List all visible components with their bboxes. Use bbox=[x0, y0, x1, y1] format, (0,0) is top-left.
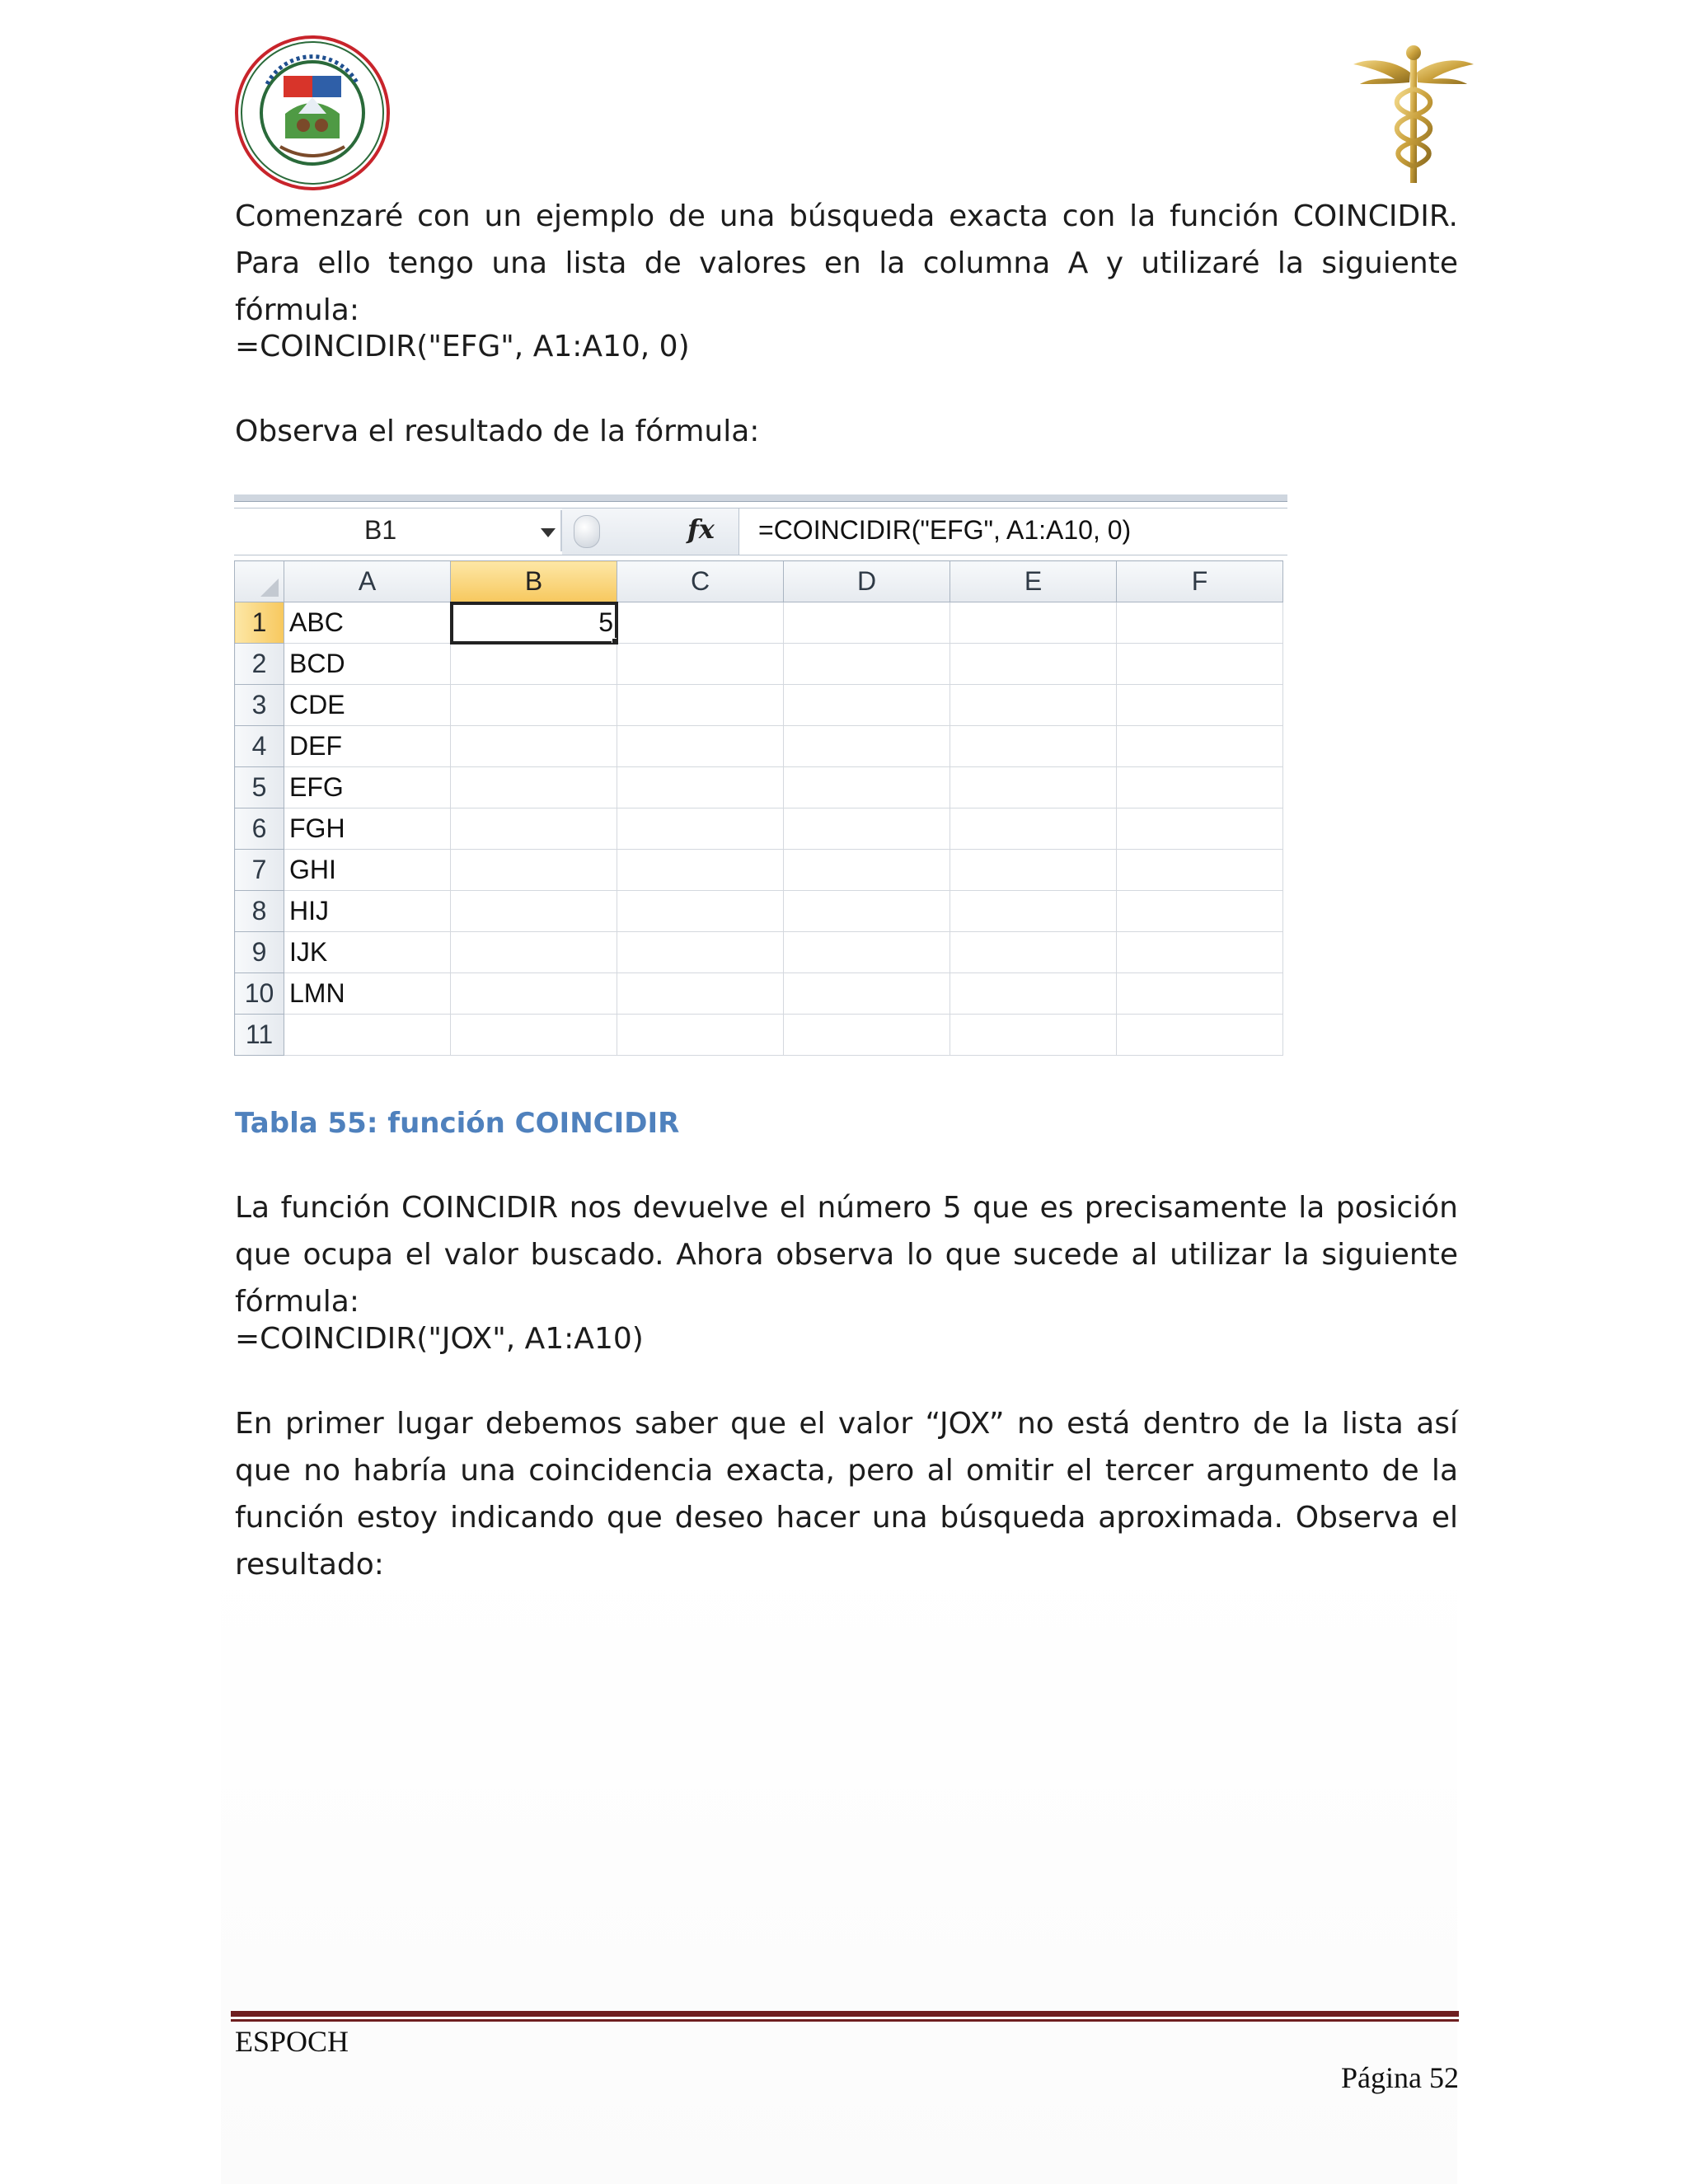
cell[interactable] bbox=[617, 685, 784, 726]
cell[interactable] bbox=[784, 685, 950, 726]
cell[interactable] bbox=[451, 726, 617, 767]
cell-a3[interactable]: CDE bbox=[284, 685, 451, 726]
cell[interactable] bbox=[617, 1015, 784, 1056]
cell-b1[interactable] bbox=[451, 602, 617, 644]
table-row bbox=[235, 685, 1283, 726]
formula-example-1: =COINCIDIR("EFG", A1:A10, 0) bbox=[235, 330, 690, 363]
footer-divider-thin bbox=[231, 2019, 1459, 2022]
cell[interactable] bbox=[451, 767, 617, 808]
cell[interactable] bbox=[451, 891, 617, 932]
select-all-corner[interactable] bbox=[235, 561, 284, 602]
row-header[interactable]: 11 bbox=[235, 1015, 284, 1056]
cell-b1-value: 5 bbox=[598, 607, 613, 637]
cell[interactable] bbox=[617, 602, 784, 644]
fill-handle[interactable] bbox=[612, 638, 617, 644]
cell-a5[interactable]: EFG bbox=[284, 767, 451, 808]
formula-bar bbox=[234, 508, 1287, 555]
cell[interactable] bbox=[950, 850, 1117, 891]
row-header[interactable]: 2 bbox=[235, 644, 284, 685]
page-number: Página 52 bbox=[1341, 2061, 1459, 2094]
cell[interactable] bbox=[617, 850, 784, 891]
row-header[interactable]: 8 bbox=[235, 891, 284, 932]
cell[interactable] bbox=[617, 891, 784, 932]
table-row bbox=[235, 644, 1283, 685]
table-row bbox=[235, 932, 1283, 973]
table-row bbox=[235, 602, 1283, 644]
cell[interactable] bbox=[451, 932, 617, 973]
row-header[interactable]: 9 bbox=[235, 932, 284, 973]
cell[interactable] bbox=[1117, 1015, 1283, 1056]
cell[interactable] bbox=[784, 726, 950, 767]
formula-example-2: =COINCIDIR("JOX", A1:A10) bbox=[235, 1322, 644, 1356]
cell[interactable] bbox=[784, 850, 950, 891]
column-header-f[interactable]: F bbox=[1117, 561, 1283, 602]
cell[interactable] bbox=[451, 973, 617, 1015]
cell[interactable] bbox=[451, 808, 617, 850]
cell[interactable] bbox=[950, 726, 1117, 767]
cell[interactable] bbox=[950, 808, 1117, 850]
row-header[interactable]: 4 bbox=[235, 726, 284, 767]
cell[interactable] bbox=[784, 602, 950, 644]
cell[interactable] bbox=[451, 850, 617, 891]
cell[interactable] bbox=[1117, 602, 1283, 644]
cell-a2[interactable]: BCD bbox=[284, 644, 451, 685]
result-paragraph: La función COINCIDIR nos devuelve el número 5 que es precisamente la posición que ocupa el valor buscado. Ahora observa lo que sucede al utilizar la siguiente fórmula: bbox=[235, 1191, 1458, 1319]
table-row bbox=[235, 726, 1283, 767]
chevron-down-icon[interactable] bbox=[541, 528, 556, 537]
cell[interactable] bbox=[784, 1015, 950, 1056]
column-header-row bbox=[235, 561, 1283, 602]
cell-a1[interactable]: ABC bbox=[284, 602, 451, 644]
select-all-icon bbox=[260, 579, 279, 597]
table-row bbox=[235, 808, 1283, 850]
column-header-b[interactable]: B bbox=[451, 561, 617, 602]
cell[interactable] bbox=[617, 973, 784, 1015]
cell-a6[interactable]: FGH bbox=[284, 808, 451, 850]
explanation-paragraph: En primer lugar debemos saber que el valor “JOX” no está dentro de la lista así que no habría una coincidencia exacta, pero al omitir el tercer argumento de la función estoy indicando que deseo hacer una búsqueda aproximada. Observa el resultado: bbox=[235, 1407, 1458, 1582]
caduceus-icon bbox=[1352, 43, 1475, 185]
cell[interactable] bbox=[617, 767, 784, 808]
spreadsheet-screenshot bbox=[234, 494, 1287, 1063]
cell-a10[interactable]: LMN bbox=[284, 973, 451, 1015]
column-header-a[interactable]: A bbox=[284, 561, 451, 602]
cell-a8[interactable]: HIJ bbox=[284, 891, 451, 932]
cell[interactable] bbox=[784, 932, 950, 973]
cell[interactable] bbox=[950, 602, 1117, 644]
grip-handle-icon[interactable] bbox=[574, 515, 600, 548]
cell[interactable] bbox=[950, 767, 1117, 808]
row-header[interactable]: 7 bbox=[235, 850, 284, 891]
cell[interactable] bbox=[950, 685, 1117, 726]
cell[interactable] bbox=[784, 891, 950, 932]
name-box-value: B1 bbox=[364, 515, 397, 545]
column-header-d[interactable]: D bbox=[784, 561, 950, 602]
table-row bbox=[235, 891, 1283, 932]
cell[interactable] bbox=[1117, 685, 1283, 726]
cell[interactable] bbox=[784, 973, 950, 1015]
cell[interactable] bbox=[784, 767, 950, 808]
cell[interactable] bbox=[950, 932, 1117, 973]
cell[interactable] bbox=[1117, 932, 1283, 973]
cell-a7[interactable]: GHI bbox=[284, 850, 451, 891]
row-header[interactable]: 3 bbox=[235, 685, 284, 726]
cell-grid bbox=[234, 560, 1283, 1056]
cell[interactable] bbox=[1117, 891, 1283, 932]
cell[interactable] bbox=[451, 685, 617, 726]
cell[interactable] bbox=[950, 973, 1117, 1015]
cell[interactable] bbox=[950, 1015, 1117, 1056]
page-background bbox=[221, 1549, 1457, 2184]
table-caption: Tabla 55: función COINCIDIR bbox=[235, 1107, 680, 1140]
column-header-e[interactable]: E bbox=[950, 561, 1117, 602]
table-row bbox=[235, 850, 1283, 891]
formula-input[interactable]: =COINCIDIR("EFG", A1:A10, 0) bbox=[758, 515, 1132, 545]
row-header[interactable]: 6 bbox=[235, 808, 284, 850]
row-header[interactable]: 1 bbox=[235, 602, 284, 644]
function-area bbox=[562, 509, 739, 555]
cell[interactable] bbox=[1117, 850, 1283, 891]
observe-paragraph: Observa el resultado de la fórmula: bbox=[235, 415, 760, 448]
cell[interactable] bbox=[451, 1015, 617, 1056]
cell[interactable] bbox=[617, 726, 784, 767]
cell-a4[interactable]: DEF bbox=[284, 726, 451, 767]
ribbon-edge bbox=[234, 494, 1287, 502]
row-header[interactable]: 5 bbox=[235, 767, 284, 808]
intro-paragraph: Comenzaré con un ejemplo de una búsqueda exacta con la función COINCIDIR. Para ello tengo una lista de valores en la columna A y utilizaré la siguiente fórmula: bbox=[235, 199, 1458, 327]
cell[interactable] bbox=[1117, 973, 1283, 1015]
table-row bbox=[235, 973, 1283, 1015]
cell[interactable] bbox=[950, 891, 1117, 932]
cell[interactable] bbox=[617, 932, 784, 973]
cell[interactable] bbox=[1117, 767, 1283, 808]
cell[interactable] bbox=[1117, 808, 1283, 850]
row-header[interactable]: 10 bbox=[235, 973, 284, 1015]
table-row bbox=[235, 767, 1283, 808]
cell[interactable] bbox=[784, 644, 950, 685]
cell[interactable] bbox=[950, 644, 1117, 685]
espoch-seal-icon bbox=[234, 35, 391, 191]
cell[interactable] bbox=[1117, 644, 1283, 685]
insert-function-icon[interactable]: fx bbox=[687, 513, 715, 545]
column-header-c[interactable]: C bbox=[617, 561, 784, 602]
cell[interactable] bbox=[451, 644, 617, 685]
footer-institution: ESPOCH bbox=[235, 2025, 349, 2058]
cell[interactable] bbox=[617, 644, 784, 685]
cell-a11[interactable] bbox=[284, 1015, 451, 1056]
cell[interactable] bbox=[784, 808, 950, 850]
cell-a9[interactable]: IJK bbox=[284, 932, 451, 973]
table-row bbox=[235, 1015, 1283, 1056]
cell[interactable] bbox=[617, 808, 784, 850]
cell[interactable] bbox=[1117, 726, 1283, 767]
footer-divider bbox=[231, 2011, 1459, 2017]
name-box[interactable] bbox=[236, 510, 562, 551]
